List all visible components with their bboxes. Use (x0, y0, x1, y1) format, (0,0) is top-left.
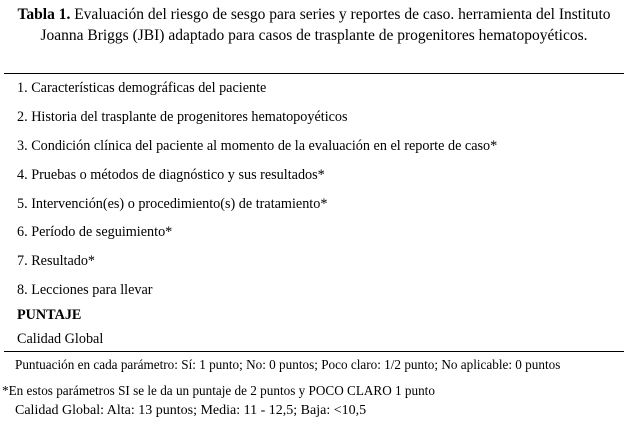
bottom-rule (4, 351, 624, 352)
list-item: 5. Intervención(es) o procedimiento(s) de tratamiento* (17, 196, 328, 212)
asterisk-note: *En estos parámetros SI se le da un puntaje de 2 puntos y POCO CLARO 1 punto (2, 383, 435, 398)
list-item: 7. Resultado* (17, 253, 96, 269)
list-item: 3. Condición clínica del paciente al momento de la evaluación en el reporte de caso* (17, 138, 498, 154)
table-caption (4, 4, 624, 46)
list-item: 4. Pruebas o métodos de diagnóstico y sus resultados* (17, 167, 325, 183)
list-item: 1. Características demográficas del paciente (17, 80, 267, 96)
list-item: 6. Período de seguimiento* (17, 224, 173, 240)
table-title: Evaluación del riesgo de sesgo para series y reportes de caso. herramienta del Instituto Joanna Briggs (JBI) adaptado para casos de trasplante de progenitores hematopoyéticos. (40, 6, 611, 44)
table-label: Tabla 1. (17, 6, 71, 23)
list-item: 8. Lecciones para llevar (17, 282, 153, 298)
global-quality-row: Calidad Global (17, 331, 104, 347)
scoring-note: Puntuación en cada parámetro: Sí: 1 punto; No: 0 puntos; Poco claro: 1/2 punto; No aplicable: 0 puntos (15, 357, 561, 372)
top-rule (4, 73, 624, 74)
score-heading: PUNTAJE (17, 307, 82, 323)
list-item: 2. Historia del trasplante de progenitores hematopoyéticos (17, 109, 348, 125)
quality-scale-note: Calidad Global: Alta: 13 puntos; Media: 11 - 12,5; Baja: <10,5 (15, 403, 367, 418)
